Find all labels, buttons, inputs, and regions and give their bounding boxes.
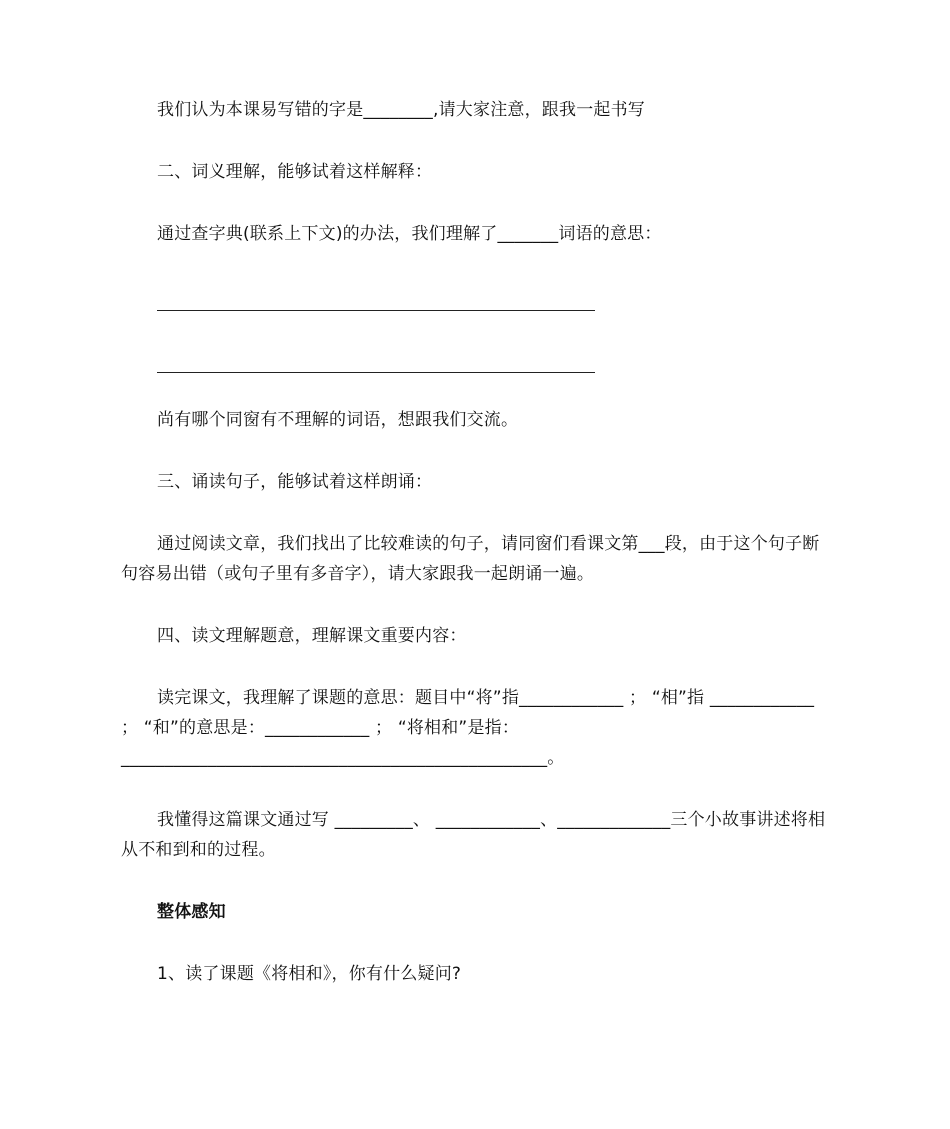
answer-blank-line-1 [157, 281, 595, 311]
paragraph-share-words: 尚有哪个同窗有不理解的词语，想跟我们交流。 [157, 410, 519, 430]
answer-blank-line-2 [157, 343, 595, 373]
paragraph-hard-characters: 我们认为本课易写错的字是________,请大家注意，跟我一起书写 [157, 100, 646, 120]
heading-word-understanding: 二、词义理解，能够试着这样解释： [157, 162, 433, 182]
paragraph-title-meaning: 读完课文，我理解了课题的意思：题目中“将”指____________ ； “相”指 ____________ ； “和”的意思是：____________ ； “将相和”是指：_________________________________________________。 [121, 688, 815, 768]
heading-understand-title: 四、读文理解题意，理解课文重要内容： [157, 626, 467, 646]
question-title-doubt: 1、读了课题《将相和》，你有什么疑问? [157, 964, 462, 984]
heading-reading-sentences: 三、诵读句子，能够试着这样朗诵： [157, 472, 433, 492]
paragraph-three-stories: 我懂得这篇课文通过写 _________、 ____________、_____________三个小故事讲述将相从不和到和的过程。 [121, 810, 826, 860]
paragraph-dictionary-method: 通过查字典(联系上下文)的办法，我们理解了_______词语的意思： [157, 224, 662, 244]
heading-overall-perception: 整体感知 [157, 902, 226, 922]
paragraph-difficult-sentences: 通过阅读文章，我们找出了比较难读的句子，请同窗们看课文第___段，由于这个句子断句容易出错（或句子里有多音字），请大家跟我一起朗诵一遍。 [121, 534, 820, 584]
